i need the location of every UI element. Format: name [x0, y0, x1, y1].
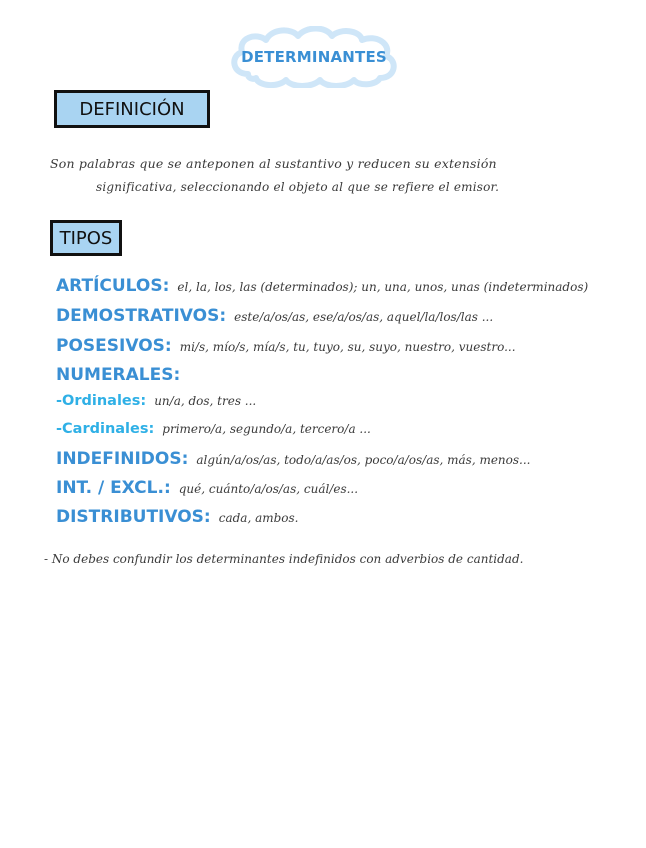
category-label: DEMOSTRATIVOS: [56, 306, 227, 326]
tipo-row-articulos [56, 276, 588, 296]
definition-line-1: Son palabras que se anteponen al sustantivo y reducen su extensión [50, 156, 497, 171]
definition-line-2: significativa, seleccionando el objeto al que se refiere el emisor. [96, 180, 500, 194]
category-examples: algún/a/os/as, todo/a/as/os, poco/a/os/as, más, menos... [196, 453, 531, 467]
category-examples: un/a, dos, tres ... [154, 394, 257, 408]
category-examples: primero/a, segundo/a, tercero/a ... [162, 422, 371, 436]
page-title: DETERMINANTES [241, 48, 387, 66]
category-examples: qué, cuánto/a/os/as, cuál/es... [178, 482, 359, 496]
tipo-row-indefinidos [56, 449, 531, 469]
category-label: INDEFINIDOS: [56, 449, 189, 469]
category-examples: mi/s, mío/s, mía/s, tu, tuyo, su, suyo, nuestro, vuestro... [179, 340, 516, 354]
category-label: DISTRIBUTIVOS: [56, 507, 211, 527]
tipo-row-numerales [56, 365, 188, 385]
subcategory-label: -Cardinales: [56, 421, 155, 437]
tipo-row-int-excl [56, 478, 358, 498]
category-examples: este/a/os/as, ese/a/os/as, aquel/la/los/las ... [234, 310, 494, 324]
tipo-row-posesivos [56, 336, 516, 356]
note-text: - No debes confundir los determinantes indefinidos con adverbios de cantidad. [44, 552, 524, 566]
category-label: NUMERALES: [56, 365, 181, 385]
title-cloud [226, 26, 402, 88]
definition-label: DEFINICIÓN [54, 90, 210, 128]
category-label: POSESIVOS: [56, 336, 172, 356]
category-label: INT. / EXCL.: [56, 478, 171, 498]
category-examples: cada, ambos. [218, 511, 299, 525]
category-examples: el, la, los, las (determinados); un, una, unos, unas (indeterminados) [177, 280, 589, 294]
tipo-row-demostrativos [56, 306, 493, 326]
category-label: ARTÍCULOS: [56, 276, 170, 296]
subcategory-label: -Ordinales: [56, 393, 147, 409]
tipo-row-distributivos [56, 507, 299, 527]
tipo-row-ordinales [56, 393, 256, 409]
tipos-label: TIPOS [50, 220, 122, 256]
tipo-row-cardinales [56, 421, 371, 437]
